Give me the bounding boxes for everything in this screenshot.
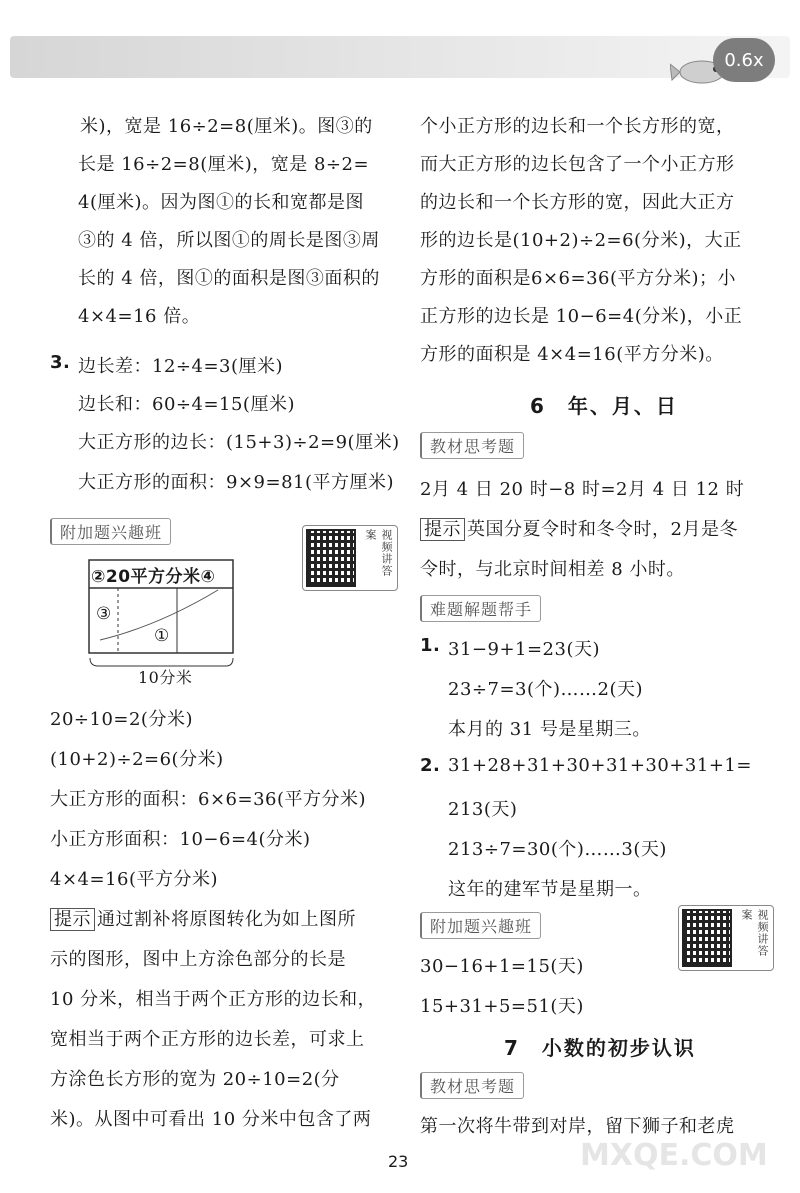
text-line: 4(厘米)。因为图①的长和宽都是图 [78, 192, 364, 213]
hint-line [420, 515, 738, 541]
answer-line: 本月的 31 号是星期三。 [448, 719, 651, 740]
hint-line: 示的图形，图中上方涂色部分的长是 [50, 949, 346, 970]
question-number: 3. [50, 352, 71, 373]
textbook-header: 教材思考题 [420, 1072, 524, 1099]
hint-line: 米)。从图中可看出 10 分米中包含了两 [50, 1109, 372, 1130]
text-line: 正方形的边长是 10−6=4(分米)，小正 [420, 306, 743, 327]
qr-code[interactable] [678, 905, 774, 971]
geometry-figure [88, 558, 236, 687]
question-number: 1. [420, 635, 441, 656]
extra-section-header: 附加题兴趣班 [50, 518, 171, 545]
answer-line: 大正方形的面积：9×9=81(平方厘米) [78, 472, 395, 493]
hint-text: 通过割补将原图转化为如上图所 [97, 909, 356, 930]
text-line: 4×4=16 倍。 [78, 306, 201, 327]
figure-region-label: ③ [96, 604, 112, 624]
answer-line: 这年的建军节是星期一。 [448, 879, 652, 900]
calc-line: 20÷10=2(分米) [50, 709, 193, 730]
text-line: 而大正方形的边长包含了一个小正方形 [420, 154, 735, 175]
text-line: 形的边长是(10+2)÷2=6(分米)，大正 [420, 230, 742, 251]
answer-line: 大正方形的边长：(15+3)÷2=9(厘米) [78, 432, 400, 453]
text-line: 长的 4 倍，图①的面积是图③面积的 [78, 268, 380, 289]
calc-line: 4×4=16(平方分米) [50, 869, 219, 890]
qr-code[interactable] [302, 525, 398, 591]
text-line: 长是 16÷2=8(厘米)，宽是 8÷2= [78, 154, 370, 175]
watermark: MXQE.COM [580, 1138, 768, 1173]
answer-line: 15+31+5=51(天) [420, 996, 584, 1017]
text-line: ③的 4 倍，所以图①的周长是图③周 [78, 230, 380, 251]
answer-line: 213(天) [448, 799, 518, 820]
text-line: 米)，宽是 16÷2=8(厘米)。图③的 [80, 116, 373, 137]
qr-label: 视频讲答案 [740, 909, 769, 957]
text-line: 的边长和一个长方形的宽，因此大正方 [420, 192, 735, 213]
qr-code-image [682, 909, 732, 967]
figure-region-label: ① [154, 626, 170, 646]
section-title: 6 年、月、日 [530, 394, 678, 418]
hint-line: 宽相当于两个正方形的边长差，可求上 [50, 1029, 365, 1050]
hint-badge: 提示 [420, 518, 465, 541]
text-line: 方形的面积是6×6=36(平方分米)；小 [420, 268, 737, 289]
date-calc-line: 2月 4 日 20 时−8 时=2月 4 日 12 时 [420, 479, 745, 500]
figure-top-label: ②20平方分米④ [91, 567, 216, 587]
extra-section-header: 附加题兴趣班 [420, 912, 541, 939]
page-number: 23 [388, 1152, 409, 1171]
qr-label: 视频讲答案 [364, 529, 393, 577]
answer-line: 边长差：12÷4=3(厘米) [78, 356, 284, 377]
hint-line: 令时，与北京时间相差 8 小时。 [420, 559, 685, 580]
text-line: 方形的面积是 4×4=16(平方分米)。 [420, 344, 724, 365]
section-title: 7 小数的初步认识 [504, 1036, 696, 1060]
calc-line: (10+2)÷2=6(分米) [50, 749, 224, 770]
hint-badge: 提示 [50, 908, 95, 931]
answer-line: 31+28+31+30+31+30+31+1= [448, 755, 752, 776]
playback-speed-badge[interactable]: 0.6x [713, 38, 775, 82]
answer-line: 23÷7=3(个)……2(天) [448, 679, 644, 700]
text-line: 第一次将牛带到对岸，留下狮子和老虎 [420, 1116, 735, 1137]
hint-text: 英国分夏令时和冬令时，2月是冬 [467, 519, 738, 540]
calc-line: 小正方形面积：10−6=4(分米) [50, 829, 311, 850]
text-line: 个小正方形的边长和一个长方形的宽， [420, 116, 735, 137]
qr-code-image [306, 529, 356, 587]
hint-line: 方涂色长方形的宽为 20÷10=2(分 [50, 1069, 340, 1090]
answer-line: 边长和：60÷4=15(厘米) [78, 394, 295, 415]
calc-line: 大正方形的面积：6×6=36(平方分米) [50, 789, 367, 810]
question-number: 2. [420, 755, 441, 776]
hint-line [50, 905, 356, 931]
answer-line: 30−16+1=15(天) [420, 956, 584, 977]
hint-line: 10 分米，相当于两个正方形的边长和， [50, 989, 377, 1010]
answer-line: 31−9+1=23(天) [448, 639, 601, 660]
figure-bottom-label: 10分米 [138, 668, 193, 687]
answer-line: 213÷7=30(个)……3(天) [448, 839, 667, 860]
hard-problem-header: 难题解题帮手 [420, 595, 541, 622]
textbook-header: 教材思考题 [420, 432, 524, 459]
